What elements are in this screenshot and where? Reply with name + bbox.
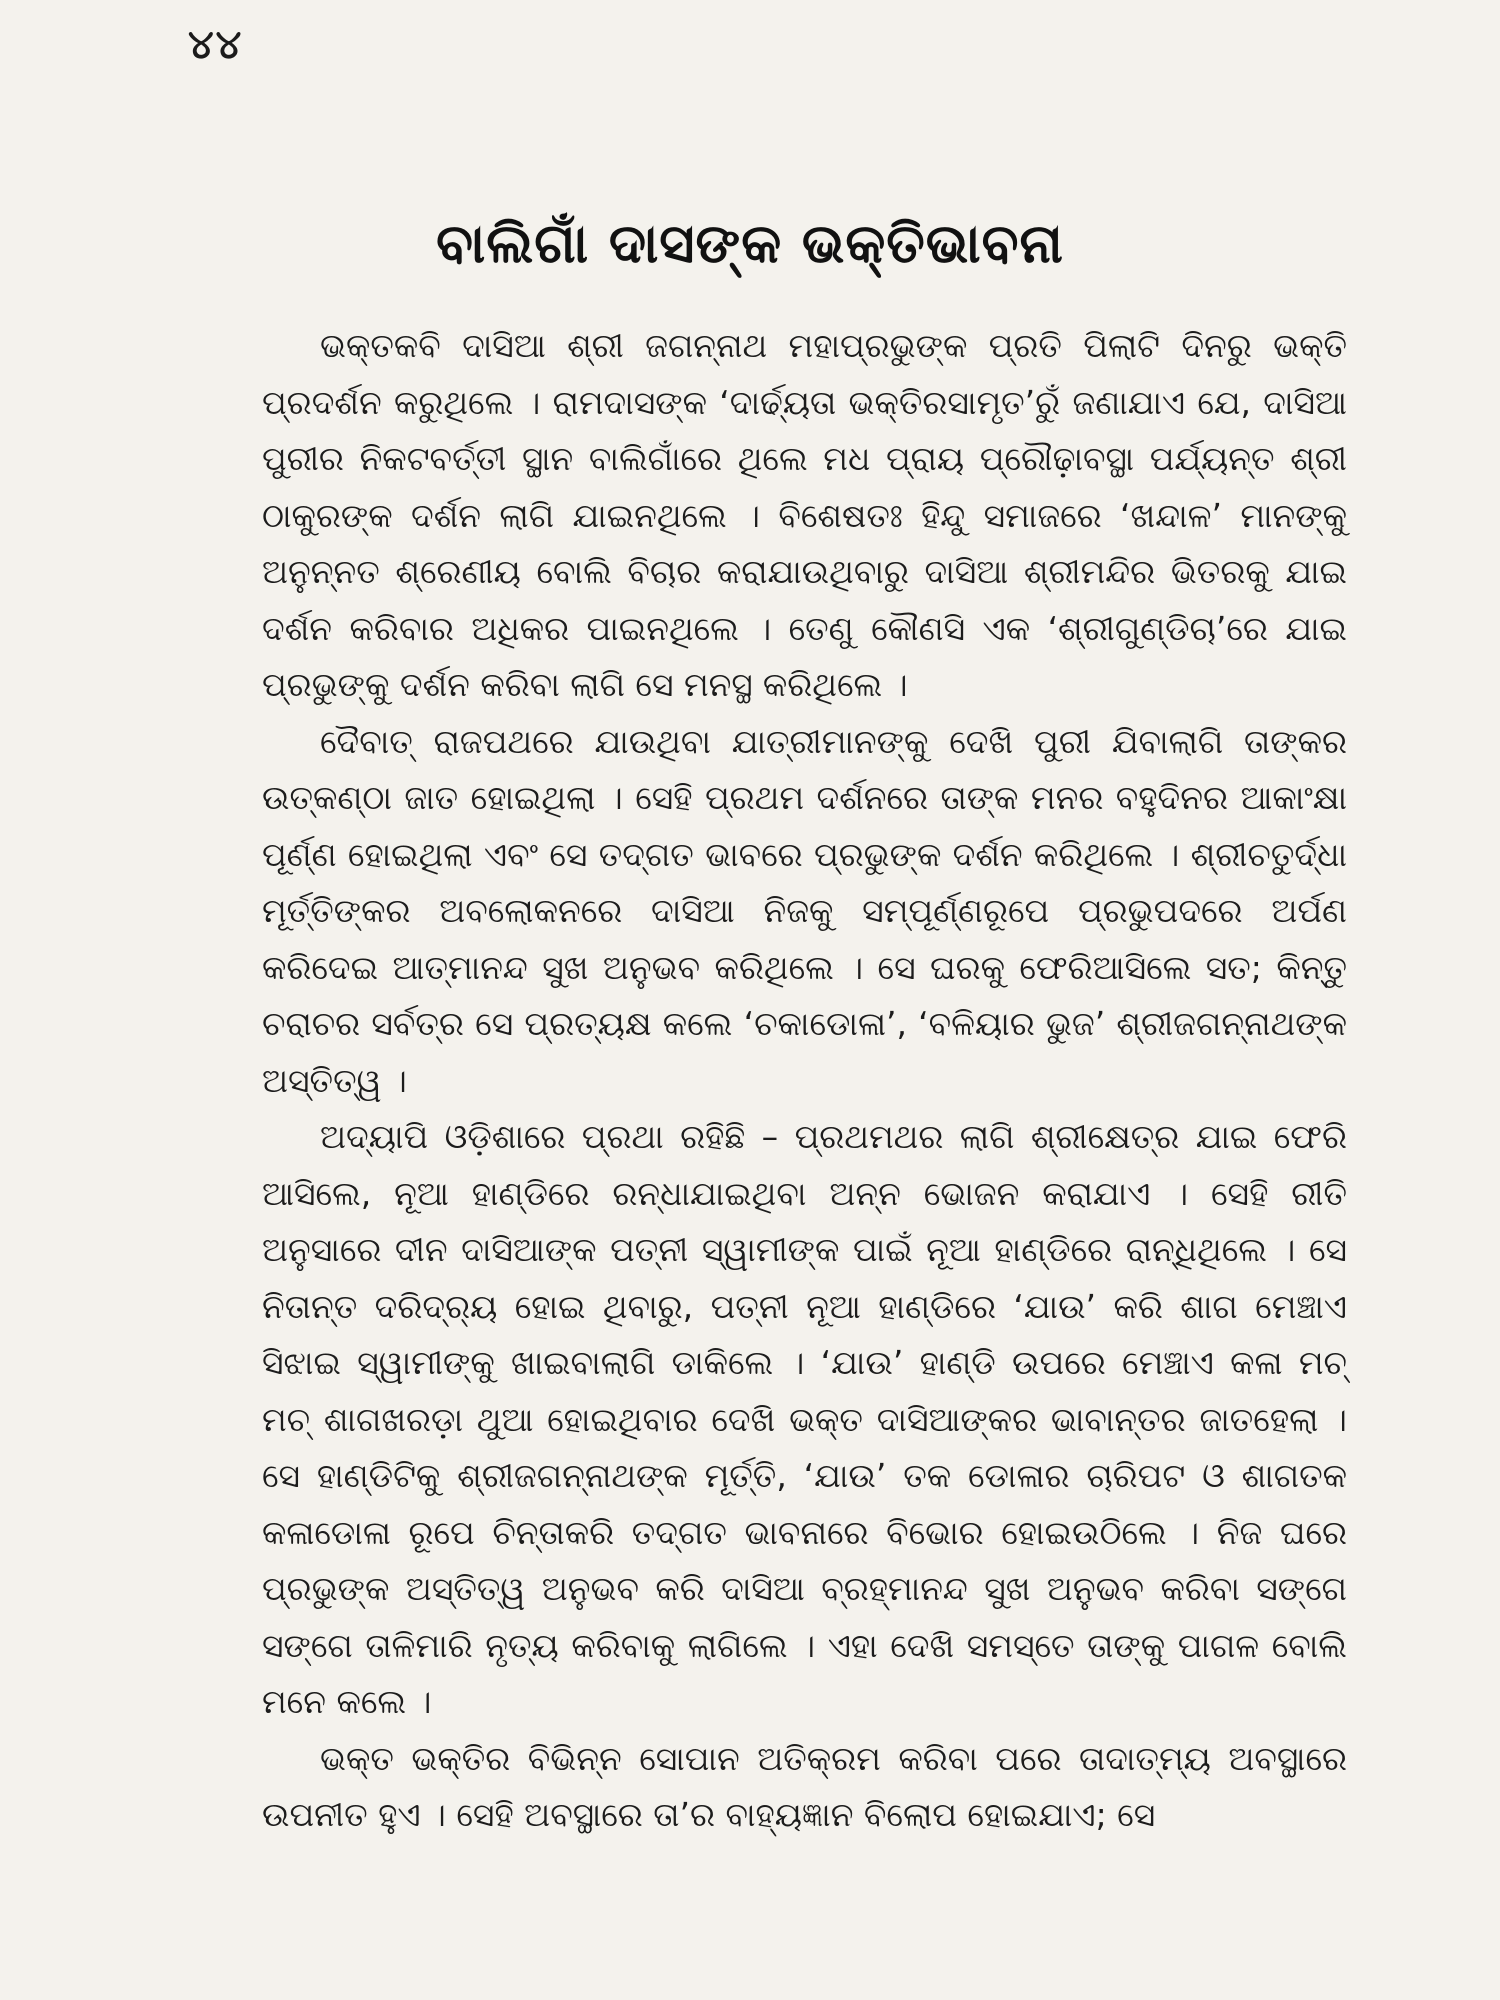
paragraph-2: ଦୈବାତ୍ ରାଜପଥରେ ଯାଉଥିବା ଯାତ୍ରୀମାନଙ୍କୁ ଦେଖି ପୁରୀ ଯିବାଲାଗି ତାଙ୍କର ଉତ୍କଣ୍ଠା ଜାତ ହୋଇଥିଲା । ସେହି ପ୍ରଥମ ଦର୍ଶନରେ ତାଙ୍କ ମନର ବହୁଦିନର ଆକାଂକ୍ଷା ପୂର୍ଣ୍ଣ ହୋଇଥିଲା ଏବଂ ସେ ତଦ୍‌ଗତ ଭାବରେ ପ୍ରଭୁଙ୍କ ଦର୍ଶନ କରିଥିଲେ । ଶ୍ରୀଚତୁର୍ଦ୍ଧା ମୂର୍ତ୍ତିଙ୍କର ଅବଲୋକନରେ ଦାସିଆ ନିଜକୁ ସମ୍ପୂର୍ଣ୍ଣରୂପେ ପ୍ରଭୁପଦରେ ଅର୍ପଣ କରିଦେଇ ଆତ୍ମାନନ୍ଦ ସୁଖ ଅନୁଭବ କରିଥିଲେ । ସେ ଘରକୁ ଫେରିଆସିଲେ ସତ; କିନ୍ତୁ ଚରାଚର ସର୍ବତ୍ର ସେ ପ୍ରତ୍ୟକ୍ଷ କଲେ ‘ଚକାଡୋଳା’, ‘ବଳିୟାର ଭୁଜ’ ଶ୍ରୀଜଗନ୍ନାଥଙ୍କ ଅସ୍ତିତ୍ୱ । (262, 721, 1347, 1100)
chapter-title: ବାଲିଗାଁ ଦାସଙ୍କ ଭକ୍ତିଭାବନା (436, 212, 1064, 275)
page-number: ୪୪ (188, 22, 244, 68)
paragraph-3: ଅଦ୍ୟାପି ଓଡ଼ିଶାରେ ପ୍ରଥା ରହିଛି – ପ୍ରଥମଥର ଲାଗି ଶ୍ରୀକ୍ଷେତ୍ର ଯାଇ ଫେରି ଆସିଲେ, ନୂଆ ହାଣ୍ଡିରେ ରନ୍ଧାଯାଇଥିବା ଅନ୍ନ ଭୋଜନ କରାଯାଏ । ସେହି ରୀତି ଅନୁସାରେ ଦୀନ ଦାସିଆଙ୍କ ପତ୍ନୀ ସ୍ୱାମୀଙ୍କ ପାଇଁ ନୂଆ ହାଣ୍ଡିରେ ରାନ୍ଧିଥିଲେ । ସେ ନିତାନ୍ତ ଦରିଦ୍ର୍ୟ ହୋଇ ଥିବାରୁ, ପତ୍ନୀ ନୂଆ ହାଣ୍ଡିରେ ‘ଯାଉ’ କରି ଶାଗ ମେଞ୍ଚାଏ ସିଝାଇ ସ୍ୱାମୀଙ୍କୁ ଖାଇବାଲାଗି ଡାକିଲେ । ‘ଯାଉ’ ହାଣ୍ଡି ଉପରେ ମେଞ୍ଚାଏ କଳା ମଚ୍ ମଚ୍ ଶାଗଖରଡ଼ା ଥୁଆ ହୋଇଥିବାର ଦେଖି ଭକ୍ତ ଦାସିଆଙ୍କର ଭାବାନ୍ତର ଜାତହେଲା । ସେ ହାଣ୍ଡିଟିକୁ ଶ୍ରୀଜଗନ୍ନାଥଙ୍କ ମୂର୍ତ୍ତି, ‘ଯାଉ’ ତକ ଡୋଳାର ଚାରିପଟ ଓ ଶାଗତକ କଳାଡୋଳା ରୂପେ ଚିନ୍ତାକରି ତଦ୍‌ଗତ ଭାବନାରେ ବିଭୋର ହୋଇଉଠିଲେ । ନିଜ ଘରେ ପ୍ରଭୁଙ୍କ ଅସ୍ତିତ୍ୱ ଅନୁଭବ କରି ଦାସିଆ ବ୍ରହ୍ମାନନ୍ଦ ସୁଖ ଅନୁଭବ କରିବା ସଙ୍ଗେ ସଙ୍ଗେ ତାଳିମାରି ନୃତ୍ୟ କରିବାକୁ ଲାଗିଲେ । ଏହା ଦେଖି ସମସ୍ତେ ତାଙ୍କୁ ପାଗଳ ବୋଲି ମନେ କଲେ । (262, 1117, 1347, 1721)
paragraph-1: ଭକ୍ତକବି ଦାସିଆ ଶ୍ରୀ ଜଗନ୍ନାଥ ମହାପ୍ରଭୁଙ୍କ ପ୍ରତି ପିଲାଟି ଦିନରୁ ଭକ୍ତି ପ୍ରଦର୍ଶନ କରୁଥିଲେ । ରାମଦାସଙ୍କ ‘ଦାର୍ଢ୍ୟତା ଭକ୍ତିରସାମୃତ’ରୁଁ ଜଣାଯାଏ ଯେ, ଦାସିଆ ପୁରୀର ନିକଟବର୍ତ୍ତୀ ସ୍ଥାନ ବାଲିଗାଁରେ ଥିଲେ ମଧ ପ୍ରାୟ ପ୍ରୌଢ଼ାବସ୍ଥା ପର୍ଯ୍ୟନ୍ତ ଶ୍ରୀ ଠାକୁରଙ୍କ ଦର୍ଶନ ଲାଗି ଯାଇନଥିଲେ । ବିଶେଷତଃ ହିନ୍ଦୁ ସମାଜରେ ‘ଖନ୍ଦାଳ’ ମାନଙ୍କୁ ଅନୁନ୍ନତ ଶ୍ରେଣୀୟ ବୋଲି ବିଚାର କରାଯାଉଥିବାରୁ ଦାସିଆ ଶ୍ରୀମନ୍ଦିର ଭିତରକୁ ଯାଇ ଦର୍ଶନ କରିବାର ଅଧିକର ପାଇନଥିଲେ । ତେଣୁ କୌଣସି ଏକ ‘ଶ୍ରୀଗୁଣ୍ଡିଚା’ରେ ଯାଇ ପ୍ରଭୁଙ୍କୁ ଦର୍ଶନ କରିବା ଲାଗି ସେ ମନସ୍ଥ କରିଥିଲେ । (262, 326, 1347, 704)
body-text (262, 318, 1347, 1844)
paragraph-4: ଭକ୍ତ ଭକ୍ତିର ବିଭିନ୍ନ ସୋପାନ ଅତିକ୍ରମ କରିବା ପରେ ତାଦାତ୍ମ୍ୟ ଅବସ୍ଥାରେ ଉପନୀତ ହୁଏ । ସେହି ଅବସ୍ଥାରେ ତା’ର ବାହ୍ୟଜ୍ଞାନ ବିଲୋପ ହୋଇଯାଏ; ସେ (262, 1738, 1347, 1834)
